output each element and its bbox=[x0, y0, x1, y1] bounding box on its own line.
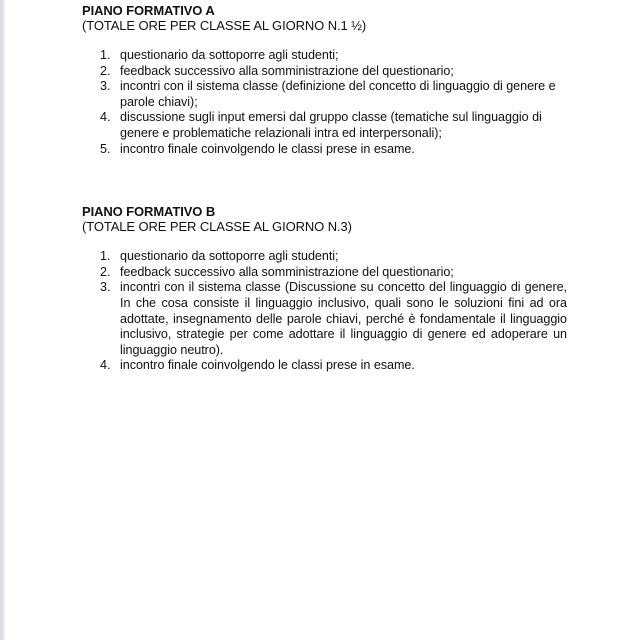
section-piano-b bbox=[82, 205, 570, 374]
list-text: questionario da sottoporre agli studenti; bbox=[120, 48, 339, 62]
list-text: incontri con il sistema classe (definizione del concetto di linguaggio di genere e parole chiavi); bbox=[120, 79, 556, 109]
list-number: 4. bbox=[100, 110, 111, 125]
list-item bbox=[82, 110, 567, 141]
list-number: 5. bbox=[100, 141, 111, 156]
numbered-list bbox=[82, 48, 570, 157]
list-item bbox=[82, 64, 567, 80]
list-item bbox=[82, 48, 567, 64]
section-piano-a bbox=[82, 4, 570, 157]
section-title: PIANO FORMATIVO B bbox=[82, 204, 216, 220]
list-text: incontro finale coinvolgendo le classi prese in esame. bbox=[120, 141, 415, 156]
page-edge-shadow bbox=[0, 0, 5, 640]
list-text: questionario da sottoporre agli studenti; bbox=[120, 249, 339, 264]
list-text: feedback successivo alla somministrazione del questionario; bbox=[120, 264, 454, 279]
list-item bbox=[82, 79, 567, 110]
list-item bbox=[82, 358, 567, 374]
list-text: feedback successivo alla somministrazione del questionario; bbox=[120, 63, 454, 78]
list-text: discussione sugli input emersi dal gruppo classe (tematiche sul linguaggio di genere e problematiche relazionali intra ed interpersonali); bbox=[120, 110, 542, 140]
section-title: PIANO FORMATIVO A bbox=[82, 3, 215, 18]
list-number: 4. bbox=[100, 358, 111, 373]
list-item bbox=[82, 249, 567, 265]
document-page bbox=[82, 4, 570, 374]
list-item bbox=[82, 142, 567, 158]
list-number: 3. bbox=[100, 280, 111, 295]
list-item bbox=[82, 280, 567, 358]
list-number: 1. bbox=[100, 249, 111, 264]
list-text: incontro finale coinvolgendo le classi prese in esame. bbox=[120, 358, 415, 373]
section-subtitle: (TOTALE ORE PER CLASSE AL GIORNO N.3) bbox=[82, 219, 352, 235]
list-number: 3. bbox=[100, 79, 111, 94]
section-subtitle: (TOTALE ORE PER CLASSE AL GIORNO N.1 ½) bbox=[82, 18, 367, 33]
list-text: incontri con il sistema classe (Discussione su concetto del linguaggio di genere, In che cosa consiste il linguaggio inclusivo, quali sono le soluzioni fini ad ora adottate, insegnamento delle parole chiavi, perché è fondamentale il linguaggio inclusivo, strategie per come adottare il linguaggio di genere ed adoperare un linguaggio neutro). bbox=[120, 280, 567, 357]
list-number: 1. bbox=[100, 48, 111, 62]
list-number: 2. bbox=[100, 63, 111, 78]
list-item bbox=[82, 265, 567, 281]
numbered-list bbox=[82, 249, 570, 374]
list-number: 2. bbox=[100, 264, 111, 279]
